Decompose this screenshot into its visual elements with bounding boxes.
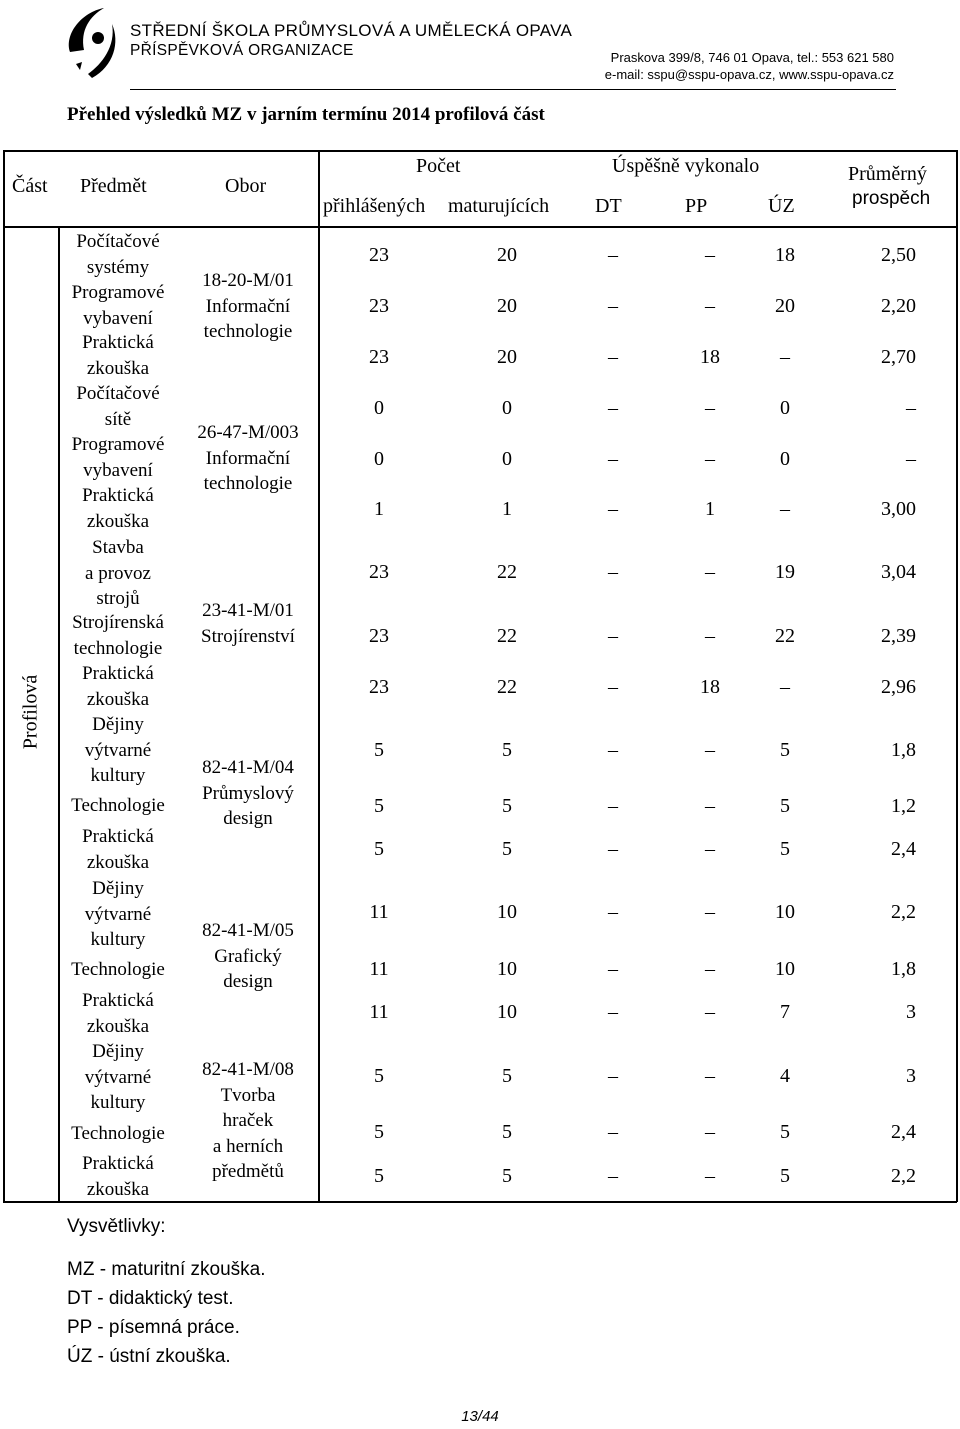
graduating-value: 5 bbox=[502, 838, 512, 860]
uz-value: 5 bbox=[780, 838, 790, 860]
header-part: Část bbox=[12, 175, 48, 197]
subject-cell bbox=[58, 1039, 178, 1116]
subject-text: Dějiny bbox=[92, 878, 144, 899]
field-code: 18-20-M/01 bbox=[202, 270, 294, 291]
uz-value: 5 bbox=[780, 1121, 790, 1143]
table-row bbox=[320, 834, 956, 864]
graduating-value: 5 bbox=[502, 739, 512, 761]
subject-cell bbox=[58, 280, 178, 331]
field-code: 26-47-M/003 bbox=[197, 422, 299, 443]
table-row bbox=[320, 291, 956, 321]
graduating-value: 10 bbox=[497, 901, 517, 923]
pp-value: – bbox=[705, 1065, 715, 1087]
table-row bbox=[320, 494, 956, 524]
average-value: 1,2 bbox=[891, 795, 916, 817]
registered-value: 11 bbox=[369, 958, 389, 980]
uz-value: 19 bbox=[775, 561, 795, 583]
table-row bbox=[320, 240, 956, 270]
dt-value: – bbox=[608, 901, 618, 923]
subject-text: technologie bbox=[73, 637, 163, 659]
header-field: Obor bbox=[225, 175, 267, 197]
dt-value: – bbox=[608, 795, 618, 817]
field-name-text: design bbox=[223, 971, 273, 992]
registered-value: 0 bbox=[374, 397, 384, 419]
dt-value: – bbox=[608, 838, 618, 860]
average-value: 3 bbox=[906, 1001, 916, 1023]
field-cell bbox=[178, 918, 318, 995]
average-value: – bbox=[906, 448, 916, 470]
subject-text: Strojírenská bbox=[72, 612, 164, 633]
field-code: 23-41-M/01 bbox=[202, 600, 294, 621]
table-row bbox=[320, 621, 956, 651]
header-registered: přihlášených bbox=[323, 195, 426, 217]
subject-text: Dějiny bbox=[92, 714, 144, 735]
subject-text: výtvarné bbox=[84, 1066, 152, 1088]
subject-cell bbox=[58, 381, 178, 432]
dt-value: – bbox=[608, 244, 618, 266]
dt-value: – bbox=[608, 1065, 618, 1087]
subject-cell bbox=[58, 610, 178, 661]
pp-value: – bbox=[705, 1121, 715, 1143]
part-label: Profilová bbox=[19, 674, 42, 750]
field-code: 82-41-M/08 bbox=[202, 1059, 294, 1080]
subject-cell bbox=[58, 1121, 178, 1147]
average-value: 2,96 bbox=[881, 676, 916, 698]
uz-value: 5 bbox=[780, 739, 790, 761]
table-row bbox=[320, 791, 956, 821]
average-value: 2,70 bbox=[881, 346, 916, 368]
field-name-text: předmětů bbox=[212, 1161, 284, 1182]
legend-item: ÚZ - ústní zkouška. bbox=[67, 1346, 231, 1367]
table-row bbox=[320, 997, 956, 1027]
school-logo-icon bbox=[62, 4, 122, 82]
subject-text: Praktická bbox=[82, 826, 154, 847]
legend-heading: Vysvětlivky: bbox=[67, 1216, 166, 1237]
table-row bbox=[320, 342, 956, 372]
pp-value: – bbox=[705, 625, 715, 647]
graduating-value: 10 bbox=[497, 958, 517, 980]
registered-value: 5 bbox=[374, 739, 384, 761]
subject-text: zkouška bbox=[86, 1178, 150, 1200]
page-number: 13/44 bbox=[461, 1408, 499, 1425]
table-border-top bbox=[3, 150, 957, 152]
field-name-text: technologie bbox=[203, 321, 293, 342]
registered-value: 23 bbox=[369, 295, 389, 317]
graduating-value: 5 bbox=[502, 1065, 512, 1087]
average-value: 2,39 bbox=[881, 625, 916, 647]
table-border-right bbox=[956, 150, 958, 1202]
subject-cell bbox=[58, 432, 178, 483]
graduating-value: 5 bbox=[502, 1165, 512, 1187]
legend-item: DT - didaktický test. bbox=[67, 1288, 234, 1309]
dt-value: – bbox=[608, 1121, 618, 1143]
field-name-text: a herních bbox=[212, 1135, 284, 1157]
table-row bbox=[320, 444, 956, 474]
subject-text: zkouška bbox=[86, 851, 150, 873]
subject-cell bbox=[58, 793, 178, 819]
graduating-value: 5 bbox=[502, 795, 512, 817]
graduating-value: 20 bbox=[497, 346, 517, 368]
dt-value: – bbox=[608, 448, 618, 470]
pp-value: – bbox=[705, 958, 715, 980]
graduating-value: 0 bbox=[502, 397, 512, 419]
pp-value: – bbox=[705, 295, 715, 317]
subject-text: zkouška bbox=[86, 357, 150, 379]
registered-value: 11 bbox=[369, 1001, 389, 1023]
subject-text: vybavení bbox=[83, 459, 153, 481]
field-cell bbox=[178, 420, 318, 497]
subject-text: Programové bbox=[71, 282, 165, 303]
subject-text: a provoz bbox=[85, 562, 151, 584]
registered-value: 5 bbox=[374, 1065, 384, 1087]
header-average-line1: Průměrný bbox=[848, 163, 927, 185]
subject-text: Dějiny bbox=[92, 1041, 144, 1062]
dt-value: – bbox=[608, 1001, 618, 1023]
header-uz: ÚZ bbox=[768, 195, 795, 217]
uz-value: 5 bbox=[780, 795, 790, 817]
uz-value: 10 bbox=[775, 958, 795, 980]
field-code: 82-41-M/05 bbox=[202, 920, 294, 941]
subject-text: Praktická bbox=[82, 332, 154, 353]
subject-text: výtvarné bbox=[84, 903, 152, 925]
subject-text: Praktická bbox=[82, 1153, 154, 1174]
header-count: Počet bbox=[416, 155, 461, 177]
registered-value: 23 bbox=[369, 676, 389, 698]
graduating-value: 22 bbox=[497, 625, 517, 647]
header-average-line2: prospěch bbox=[852, 188, 931, 209]
table-row bbox=[320, 1161, 956, 1191]
dt-value: – bbox=[608, 346, 618, 368]
uz-value: 22 bbox=[775, 625, 795, 647]
field-code: 82-41-M/04 bbox=[202, 757, 294, 778]
graduating-value: 20 bbox=[497, 295, 517, 317]
table-row bbox=[320, 954, 956, 984]
pp-value: 18 bbox=[700, 346, 720, 368]
average-value: 2,2 bbox=[891, 1165, 916, 1187]
pp-value: – bbox=[705, 448, 715, 470]
table-row bbox=[320, 1061, 956, 1091]
subject-cell bbox=[58, 229, 178, 280]
registered-value: 5 bbox=[374, 838, 384, 860]
pp-value: – bbox=[705, 1001, 715, 1023]
table-row bbox=[320, 672, 956, 702]
pp-value: – bbox=[705, 901, 715, 923]
subject-text: Počítačové bbox=[76, 383, 160, 404]
uz-value: 5 bbox=[780, 1165, 790, 1187]
pp-value: 18 bbox=[700, 676, 720, 698]
subject-cell bbox=[58, 535, 178, 612]
uz-value: 0 bbox=[780, 397, 790, 419]
subject-text: kultury bbox=[90, 1092, 146, 1113]
pp-value: – bbox=[705, 795, 715, 817]
header-dt: DT bbox=[595, 195, 622, 217]
uz-value: 20 bbox=[775, 295, 795, 317]
graduating-value: 0 bbox=[502, 448, 512, 470]
average-value: 1,8 bbox=[891, 958, 916, 980]
subject-text: Počítačové bbox=[76, 231, 160, 252]
header-graduating: maturujících bbox=[448, 195, 550, 217]
subject-text: Technologie bbox=[71, 959, 165, 980]
field-name-text: Tvorba bbox=[220, 1084, 276, 1106]
legend-item: MZ - maturitní zkouška. bbox=[67, 1259, 266, 1280]
uz-value: 0 bbox=[780, 448, 790, 470]
subject-cell bbox=[58, 330, 178, 381]
table-header-divider bbox=[3, 226, 957, 228]
subject-text: Praktická bbox=[82, 485, 154, 506]
average-value: 3,00 bbox=[881, 498, 916, 520]
registered-value: 11 bbox=[369, 901, 389, 923]
registered-value: 5 bbox=[374, 795, 384, 817]
school-name-line2: PŘÍSPĚVKOVÁ ORGANIZACE bbox=[130, 42, 354, 59]
registered-value: 1 bbox=[374, 498, 384, 520]
registered-value: 23 bbox=[369, 346, 389, 368]
field-cell bbox=[178, 268, 318, 345]
dt-value: – bbox=[608, 1165, 618, 1187]
registered-value: 0 bbox=[374, 448, 384, 470]
subject-cell bbox=[58, 957, 178, 983]
subject-text: strojů bbox=[96, 588, 140, 609]
dt-value: – bbox=[608, 625, 618, 647]
uz-value: 18 bbox=[775, 244, 795, 266]
address-line2: e-mail: sspu@sspu-opava.cz, www.sspu-opava.cz bbox=[604, 67, 894, 82]
pp-value: – bbox=[705, 397, 715, 419]
subject-text: zkouška bbox=[86, 688, 150, 710]
subject-text: Technologie bbox=[71, 795, 165, 816]
average-value: 2,20 bbox=[881, 295, 916, 317]
uz-value: – bbox=[780, 498, 790, 520]
field-name-text: Informační bbox=[205, 295, 291, 317]
address-line1: Praskova 399/8, 746 01 Opava, tel.: 553 621 580 bbox=[610, 50, 894, 65]
average-value: 1,8 bbox=[891, 739, 916, 761]
graduating-value: 22 bbox=[497, 676, 517, 698]
subject-text: sítě bbox=[104, 408, 132, 430]
average-value: 3,04 bbox=[881, 561, 916, 583]
subject-text: výtvarné bbox=[84, 739, 152, 761]
dt-value: – bbox=[608, 498, 618, 520]
dt-value: – bbox=[608, 561, 618, 583]
field-name-text: hraček bbox=[222, 1110, 274, 1131]
header-divider bbox=[130, 89, 896, 90]
subject-cell bbox=[58, 876, 178, 953]
field-cell bbox=[178, 598, 318, 649]
uz-value: 7 bbox=[780, 1001, 790, 1023]
dt-value: – bbox=[608, 397, 618, 419]
graduating-value: 1 bbox=[502, 498, 512, 520]
pp-value: – bbox=[705, 739, 715, 761]
uz-value: – bbox=[780, 676, 790, 698]
subject-text: Praktická bbox=[82, 663, 154, 684]
subject-text: Programové bbox=[71, 434, 165, 455]
table-row bbox=[320, 1117, 956, 1147]
pp-value: – bbox=[705, 838, 715, 860]
registered-value: 5 bbox=[374, 1165, 384, 1187]
field-name-text: technologie bbox=[203, 473, 293, 494]
field-name-text: Grafický bbox=[214, 945, 282, 967]
header-success: Úspěšně vykonalo bbox=[612, 155, 760, 177]
subject-cell bbox=[58, 1151, 178, 1202]
table-border-left bbox=[3, 150, 5, 1202]
pp-value: – bbox=[705, 1165, 715, 1187]
header-subject: Předmět bbox=[80, 175, 147, 197]
subject-cell bbox=[58, 988, 178, 1039]
subject-text: Technologie bbox=[71, 1123, 165, 1144]
dt-value: – bbox=[608, 739, 618, 761]
registered-value: 23 bbox=[369, 561, 389, 583]
average-value: 3 bbox=[906, 1065, 916, 1087]
registered-value: 5 bbox=[374, 1121, 384, 1143]
dt-value: – bbox=[608, 676, 618, 698]
field-name-text: design bbox=[223, 808, 273, 829]
average-value: 2,4 bbox=[891, 1121, 916, 1143]
graduating-value: 22 bbox=[497, 561, 517, 583]
graduating-value: 20 bbox=[497, 244, 517, 266]
subject-text: Praktická bbox=[82, 990, 154, 1011]
subject-cell bbox=[58, 483, 178, 534]
subject-text: kultury bbox=[90, 929, 146, 950]
registered-value: 23 bbox=[369, 244, 389, 266]
table-row bbox=[320, 393, 956, 423]
uz-value: 4 bbox=[780, 1065, 790, 1087]
subject-text: Stavba bbox=[92, 537, 144, 558]
school-name-line1: STŘEDNÍ ŠKOLA PRŮMYSLOVÁ A UMĚLECKÁ OPAVA bbox=[130, 21, 573, 40]
average-value: 2,2 bbox=[891, 901, 916, 923]
table-row bbox=[320, 557, 956, 587]
field-cell bbox=[178, 755, 318, 832]
pp-value: – bbox=[705, 561, 715, 583]
subject-text: systémy bbox=[86, 256, 150, 278]
average-value: 2,50 bbox=[881, 244, 916, 266]
field-cell bbox=[178, 1057, 318, 1185]
average-value: 2,4 bbox=[891, 838, 916, 860]
subject-text: vybavení bbox=[83, 307, 153, 329]
subject-text: zkouška bbox=[86, 1015, 150, 1037]
pp-value: – bbox=[705, 244, 715, 266]
subject-cell bbox=[58, 712, 178, 789]
header-pp: PP bbox=[685, 195, 708, 217]
subject-cell bbox=[58, 824, 178, 875]
subject-text: kultury bbox=[90, 765, 146, 786]
uz-value: – bbox=[780, 346, 790, 368]
dt-value: – bbox=[608, 958, 618, 980]
table-row bbox=[320, 897, 956, 927]
graduating-value: 10 bbox=[497, 1001, 517, 1023]
subject-text: zkouška bbox=[86, 510, 150, 532]
field-name-text: Informační bbox=[205, 447, 291, 469]
table-row bbox=[320, 735, 956, 765]
average-value: – bbox=[906, 397, 916, 419]
graduating-value: 5 bbox=[502, 1121, 512, 1143]
page-title: Přehled výsledků MZ v jarním termínu 2014 profilová část bbox=[67, 104, 545, 125]
uz-value: 10 bbox=[775, 901, 795, 923]
field-name-text: Průmyslový bbox=[202, 782, 294, 804]
subject-cell bbox=[58, 661, 178, 712]
registered-value: 23 bbox=[369, 625, 389, 647]
pp-value: 1 bbox=[705, 498, 715, 520]
legend-item: PP - písemná práce. bbox=[67, 1317, 240, 1338]
field-name-text: Strojírenství bbox=[201, 625, 295, 647]
dt-value: – bbox=[608, 295, 618, 317]
